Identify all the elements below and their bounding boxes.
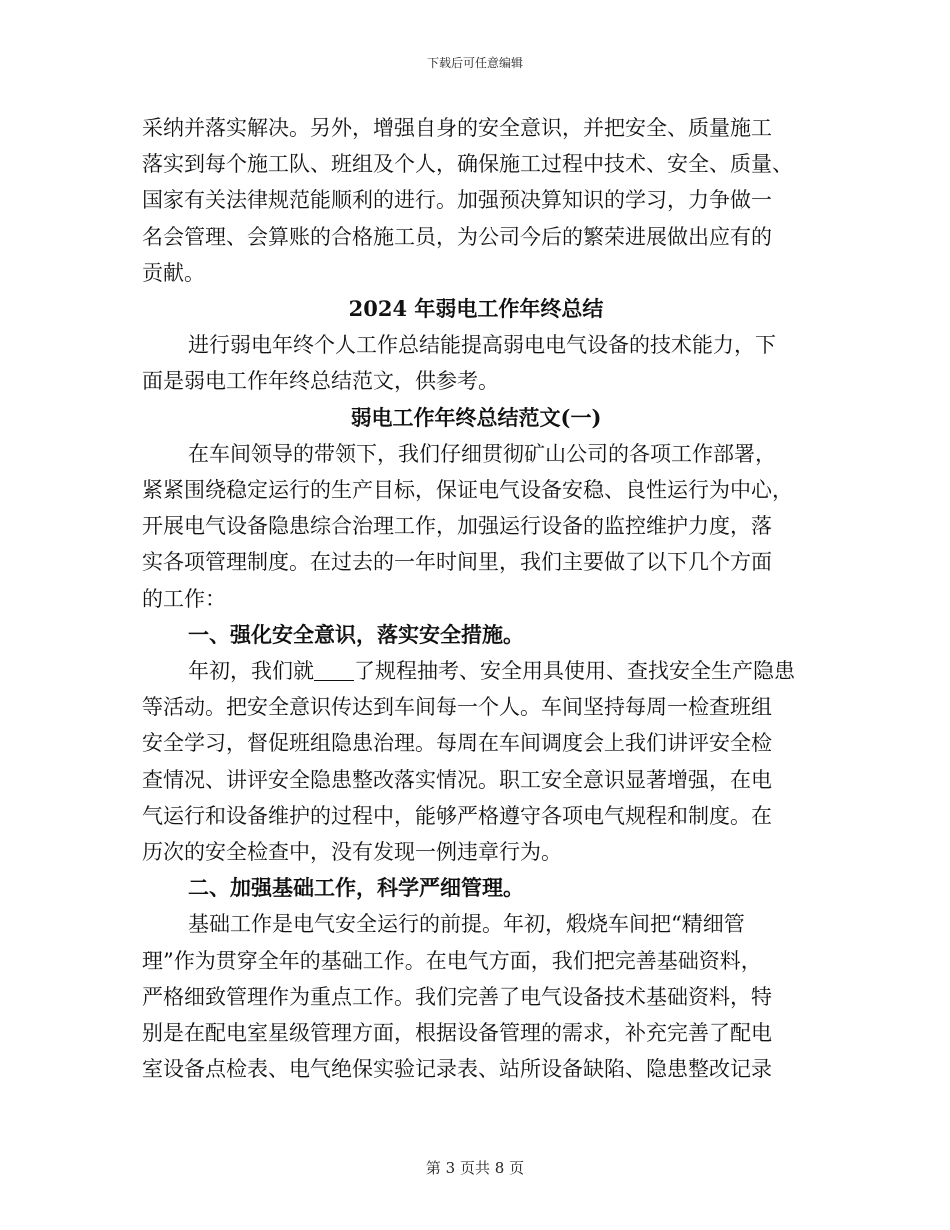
page-footer: 第 3 页共 8 页 <box>425 1159 525 1177</box>
text-line: 气运行和设备维护的过程中，能够严格遵守各项电气规程和制度。在 <box>142 803 772 828</box>
text-line: 名会管理、会算账的合格施工员，为公司今后的繁荣进展做出应有的 <box>142 224 772 249</box>
text-line: 历次的安全检查中，没有发现一例违章行为。 <box>142 840 562 865</box>
text-line: 理”作为贯穿全年的基础工作。在电气方面，我们把完善基础资料， <box>142 948 762 973</box>
text-line: 查情况、讲评安全隐患整改落实情况。职工安全意识显著增强，在电 <box>142 767 772 792</box>
text-line: 别是在配电室星级管理方面，根据设备管理的需求，补充完善了配电 <box>142 1021 772 1046</box>
text-line: 采纳并落实解决。另外，增强自身的安全意识，并把安全、质量施工 <box>142 116 772 140</box>
text-line: 等活动。把安全意识传达到车间每一个人。车间坚持每周一检查班组 <box>142 695 772 720</box>
document-title: 2024 年弱电工作年终总结 <box>348 296 604 322</box>
text-line: 实各项管理制度。在过去的一年时间里，我们主要做了以下几个方面 <box>142 550 772 575</box>
text-line <box>142 653 810 689</box>
text-line: 安全学习，督促班组隐患治理。每周在车间调度会上我们讲评安全检 <box>142 731 772 756</box>
section-heading: 二、加强基础工作，科学严细管理。 <box>188 875 524 901</box>
text-line: 开展电气设备隐患综合治理工作，加强运行设备的监控维护力度，落 <box>142 514 772 539</box>
text-line: 紧紧围绕稳定运行的生产目标，保证电气设备安稳、良性运行为中心， <box>142 478 793 503</box>
text-line: 进行弱电年终个人工作总结能提高弱电电气设备的技术能力，下 <box>188 333 776 358</box>
section-subtitle: 弱电工作年终总结范文(一) <box>350 404 602 430</box>
blank-underline <box>314 658 354 681</box>
text-fragment: 了规程抽考、安全用具使用、查找安全生产隐患 <box>354 659 795 684</box>
text-line: 贡献。 <box>142 260 205 285</box>
text-line: 室设备点检表、电气绝保实验记录表、站所设备缺陷、隐患整改记录 <box>142 1057 772 1082</box>
text-line: 落实到每个施工队、班组及个人，确保施工过程中技术、安全、质量、 <box>142 152 793 177</box>
page-header: 下载后可任意编辑 <box>426 56 523 70</box>
text-line: 国家有关法律规范能顺利的进行。加强预决算知识的学习，力争做一 <box>142 188 772 213</box>
text-line: 面是弱电工作年终总结范文，供参考。 <box>142 369 499 394</box>
document-body <box>142 110 810 1087</box>
text-line: 的工作： <box>142 586 226 611</box>
text-line: 严格细致管理作为重点工作。我们完善了电气设备技术基础资料，特 <box>142 984 772 1009</box>
text-fragment: 年初，我们就 <box>188 659 314 684</box>
text-line: 在车间领导的带领下，我们仔细贯彻矿山公司的各项工作部署， <box>188 441 776 466</box>
section-heading: 一、强化安全意识，落实安全措施。 <box>188 621 524 647</box>
text-line: 基础工作是电气安全运行的前提。年初，煅烧车间把“精细管 <box>188 912 745 937</box>
